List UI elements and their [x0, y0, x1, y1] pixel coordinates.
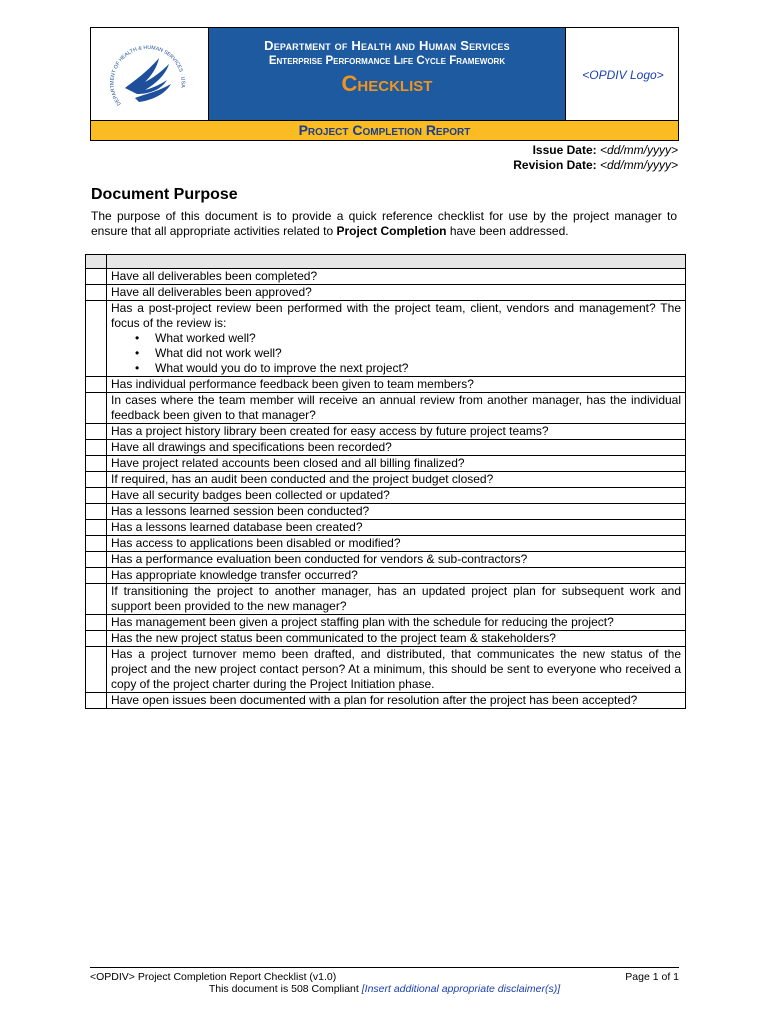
purpose-paragraph	[91, 209, 677, 239]
checklist-item: Has a lessons learned database been created?	[107, 520, 686, 536]
header-check-cell	[86, 255, 107, 269]
table-row	[86, 301, 686, 377]
revision-date-label: Revision Date:	[513, 158, 597, 172]
checkbox-cell[interactable]	[86, 552, 107, 568]
checkbox-cell[interactable]	[86, 456, 107, 472]
revision-date-value: <dd/mm/yyyy>	[599, 158, 678, 172]
issue-date-label: Issue Date:	[532, 143, 597, 157]
checklist-item: Has individual performance feedback been given to team members?	[107, 377, 686, 393]
checkbox-cell[interactable]	[86, 377, 107, 393]
checkbox-cell[interactable]	[86, 393, 107, 424]
table-header-row	[86, 255, 686, 269]
checkbox-cell[interactable]	[86, 269, 107, 285]
checklist-item: Has a lessons learned session been conducted?	[107, 504, 686, 520]
checklist-item: Have open issues been documented with a plan for resolution after the project has been accepted?	[107, 693, 686, 709]
checkbox-cell[interactable]	[86, 424, 107, 440]
table-row	[86, 377, 686, 393]
checkbox-cell[interactable]	[86, 504, 107, 520]
issue-date-row	[513, 143, 678, 158]
list-item: • What worked well?	[155, 331, 681, 346]
table-row	[86, 647, 686, 693]
checklist-item: Have project related accounts been closed and all billing finalized?	[107, 456, 686, 472]
checklist-item: Have all security badges been collected or updated?	[107, 488, 686, 504]
table-row	[86, 584, 686, 615]
purpose-text-bold: Project Completion	[336, 224, 447, 238]
checklist-item: In cases where the team member will receive an annual review from another manager, has the individual feedback been given to that manager?	[107, 393, 686, 424]
checklist-item: If required, has an audit been conducted and the project budget closed?	[107, 472, 686, 488]
checklist-item: Has appropriate knowledge transfer occurred?	[107, 568, 686, 584]
table-row	[86, 536, 686, 552]
checklist-item: Has a project history library been created for easy access by future project teams?	[107, 424, 686, 440]
checklist-item: Have all drawings and specifications been recorded?	[107, 440, 686, 456]
checkbox-cell[interactable]	[86, 440, 107, 456]
footer-divider	[90, 967, 679, 968]
checkbox-cell[interactable]	[86, 488, 107, 504]
table-row	[86, 631, 686, 647]
table-row	[86, 520, 686, 536]
page-number: Page 1 of 1	[625, 971, 679, 983]
checklist-item: Has the new project status been communicated to the project team & stakeholders?	[107, 631, 686, 647]
table-row	[86, 488, 686, 504]
compliance-note	[90, 983, 679, 995]
date-block	[513, 143, 678, 173]
checkbox-cell[interactable]	[86, 301, 107, 377]
checklist-table	[85, 254, 686, 709]
checkbox-cell[interactable]	[86, 285, 107, 301]
checklist-item: If transitioning the project to another manager, has an updated project plan for subsequent work and support been provided to the new manager?	[107, 584, 686, 615]
title-block	[209, 28, 565, 121]
checkbox-cell[interactable]	[86, 472, 107, 488]
review-focus-list	[111, 331, 681, 376]
checkbox-cell[interactable]	[86, 631, 107, 647]
compliance-text: This document is 508 Compliant	[208, 983, 362, 995]
document-header	[90, 27, 679, 121]
checkbox-cell[interactable]	[86, 520, 107, 536]
disclaimer-placeholder: [Insert additional appropriate disclaimer(s)]	[361, 983, 561, 995]
opdiv-logo-placeholder: <OPDIV Logo>	[565, 28, 680, 121]
checkbox-cell[interactable]	[86, 615, 107, 631]
table-row	[86, 568, 686, 584]
seal-text: DEPARTMENT OF HEALTH & HUMAN SERVICES · USA	[109, 44, 186, 107]
framework-name: Enterprise Performance Life Cycle Framework	[268, 55, 506, 67]
hhs-seal-logo	[91, 28, 209, 121]
table-row	[86, 269, 686, 285]
purpose-text-start: The purpose of this document is to provide a quick reference checklist for use by the project manager to ensure that all appropriate activities related to	[91, 209, 677, 238]
footer-document-title: <OPDIV> Project Completion Report Checklist (v1.0)	[90, 971, 337, 983]
checklist-item: Has a performance evaluation been conducted for vendors & sub-contractors?	[107, 552, 686, 568]
table-row	[86, 285, 686, 301]
list-item: • What did not work well?	[155, 346, 681, 361]
revision-date-row	[513, 158, 678, 173]
checkbox-cell[interactable]	[86, 584, 107, 615]
checkbox-cell[interactable]	[86, 568, 107, 584]
checklist-item: Have all deliverables been approved?	[107, 285, 686, 301]
list-item: • What would you do to improve the next project?	[155, 361, 681, 376]
checkbox-cell[interactable]	[86, 647, 107, 693]
checklist-item: Has a project turnover memo been drafted, and distributed, that communicates the new status of the project and the new project contact person? At a minimum, this should be sent to everyone who received a copy of the project charter during the Project Initiation phase.	[107, 647, 686, 693]
table-row	[86, 393, 686, 424]
checklist-item: Has management been given a project staffing plan with the schedule for reducing the project?	[107, 615, 686, 631]
section-heading: Document Purpose	[91, 186, 238, 203]
table-row	[86, 424, 686, 440]
checkbox-cell[interactable]	[86, 536, 107, 552]
hhs-eagle-icon	[91, 28, 207, 120]
checklist-item: Have all deliverables been completed?	[107, 269, 686, 285]
table-row	[86, 552, 686, 568]
table-row	[86, 504, 686, 520]
header-item-cell	[107, 255, 686, 269]
department-name: Department of Health and Human Services	[264, 38, 510, 53]
purpose-text-end: have been addressed.	[446, 224, 569, 238]
issue-date-value: <dd/mm/yyyy>	[599, 143, 678, 157]
document-type: Checklist	[341, 71, 433, 96]
table-row	[86, 693, 686, 709]
table-row	[86, 615, 686, 631]
checklist-item: Has access to applications been disabled or modified?	[107, 536, 686, 552]
checklist-item	[107, 301, 686, 377]
checkbox-cell[interactable]	[86, 693, 107, 709]
checklist-item-text: Has a post-project review been performed with the project team, client, vendors and management? The focus of the review is:	[111, 301, 681, 330]
table-row	[86, 456, 686, 472]
table-row	[86, 440, 686, 456]
table-row	[86, 472, 686, 488]
report-title-banner: Project Completion Report	[90, 120, 679, 141]
